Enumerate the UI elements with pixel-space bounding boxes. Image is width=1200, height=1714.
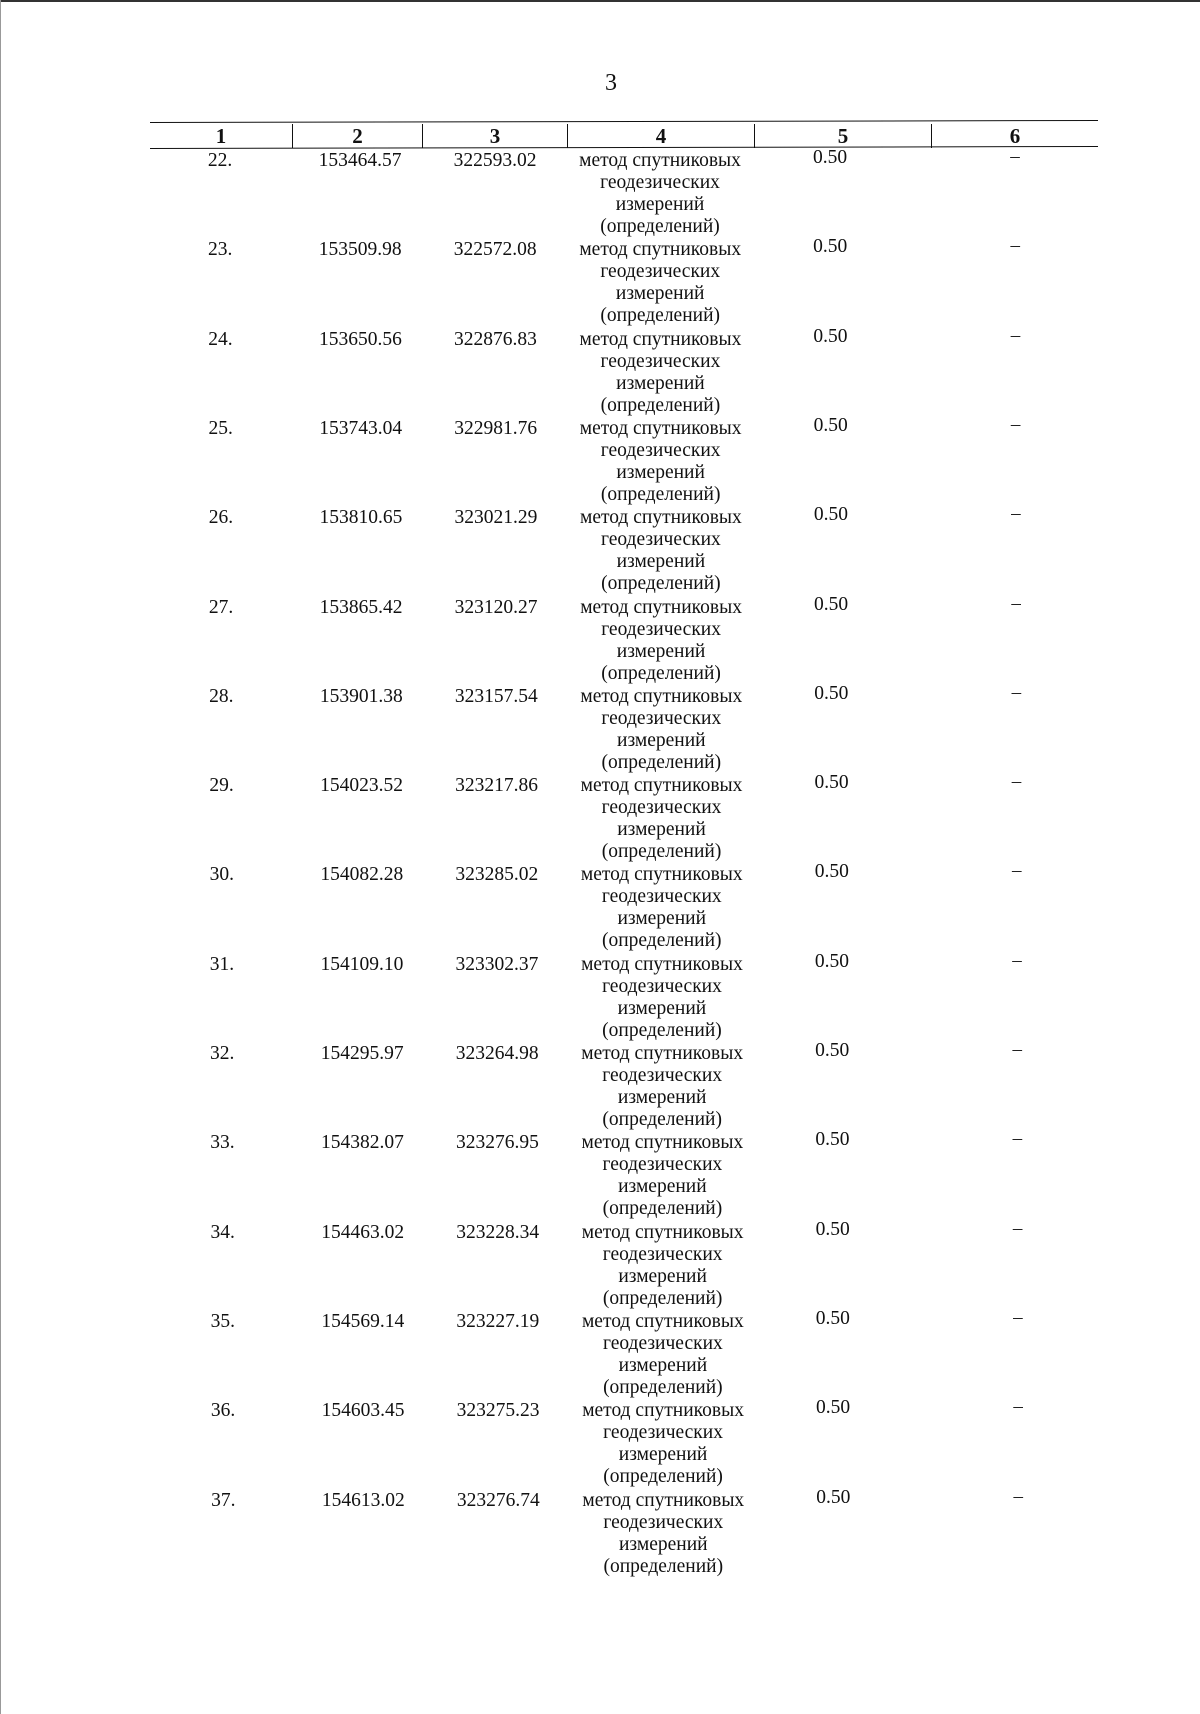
note-cell: – [1011,592,1021,614]
method-line: измерений [615,283,705,305]
point-number-cell: 22. [207,150,233,171]
coordinate-x-cell: 154603.45 [321,1400,405,1422]
method-line: геодезических [602,975,722,997]
coordinate-x-cell: 153743.04 [319,417,403,439]
point-number-cell: 28. [209,685,234,707]
method-cell [563,1222,763,1310]
method-cell [563,1311,763,1399]
coordinate-x-cell: 154613.02 [321,1489,405,1511]
method-line: измерений [618,1265,707,1287]
method-line: метод спутниковых [582,1489,745,1511]
column-header-2: 2 [292,124,422,148]
method-line: геодезических [601,618,721,640]
method-line: метод спутниковых [579,328,742,350]
method-line: (определений) [603,1555,724,1577]
method-line: метод спутниковых [581,953,743,975]
point-number-cell: 31. [209,953,235,975]
coordinate-x-cell: 153810.65 [319,507,403,529]
method-line: измерений [617,908,707,930]
method-cell [560,239,760,327]
accuracy-cell: 0.50 [813,236,848,258]
method-line: геодезических [602,1243,723,1265]
method-line: метод спутниковых [579,239,742,261]
method-line: метод спутниковых [581,1043,744,1064]
point-number-cell: 30. [209,864,234,886]
accuracy-cell: 0.50 [814,772,849,794]
table-row [0,1396,1200,1489]
method-line: (определений) [601,930,722,952]
note-cell: – [1012,1128,1023,1150]
column-header-6: 6 [931,124,1098,148]
coordinate-y-cell: 323275.23 [456,1400,540,1422]
table-row [0,146,1200,239]
method-line: измерений [617,1087,707,1108]
point-number-cell: 34. [210,1221,235,1243]
accuracy-cell: 0.50 [814,593,849,615]
coordinate-y-cell: 322981.76 [454,417,538,439]
method-line: измерений [617,729,706,751]
method-line: (определений) [602,1287,723,1309]
point-number-cell: 24. [208,328,233,350]
note-cell: – [1010,324,1021,346]
method-cell [560,329,760,417]
accuracy-cell: 0.50 [815,1040,850,1061]
point-number-cell: 37. [211,1489,236,1511]
note-cell: – [1013,1396,1023,1418]
method-cell [562,954,762,1042]
coordinate-x-cell: 154463.02 [321,1221,405,1243]
method-line: измерений [617,819,706,841]
point-number-cell: 25. [208,417,233,439]
column-header-3: 3 [422,124,567,148]
method-line: измерений [616,640,706,662]
method-line: (определений) [601,662,721,684]
method-line: (определений) [602,1109,722,1130]
point-number-cell: 32. [210,1043,235,1064]
method-line: (определений) [603,1376,723,1398]
point-number-cell: 29. [209,775,234,797]
note-cell: – [1011,771,1022,793]
method-line: геодезических [601,886,722,908]
method-cell [562,1132,762,1220]
accuracy-cell: 0.50 [813,504,848,526]
method-line: метод спутниковых [581,1132,744,1154]
coordinate-x-cell: 154023.52 [320,775,403,797]
point-number-cell: 23. [208,239,233,261]
table-row [0,1217,1200,1311]
note-cell: – [1012,1039,1022,1060]
table-row [0,860,1200,953]
method-line: геодезических [603,1422,723,1444]
accuracy-cell: 0.50 [815,1129,850,1151]
coordinate-y-cell: 323264.98 [455,1043,539,1064]
note-cell: – [1012,860,1022,882]
coordinate-y-cell: 323217.86 [455,775,538,797]
coordinate-y-cell: 323228.34 [456,1221,540,1243]
method-line: (определений) [603,1466,723,1488]
note-cell: – [1010,235,1020,257]
coordinate-x-cell: 153509.98 [318,239,402,261]
method-line: геодезических [602,1154,723,1176]
note-cell: – [1012,949,1022,971]
method-line: геодезических [600,439,721,461]
point-number-cell: 36. [210,1400,236,1422]
coordinate-x-cell: 153901.38 [319,685,403,707]
method-cell [561,597,761,685]
note-cell: – [1010,413,1021,435]
accuracy-cell: 0.50 [813,414,848,436]
coordinate-x-cell: 153464.57 [318,150,402,171]
method-line: (определений) [602,1198,723,1220]
method-line: геодезических [602,1065,723,1086]
accuracy-cell: 0.50 [813,325,848,347]
method-line: геодезических [600,350,721,372]
point-number-cell: 26. [208,507,234,529]
table-row [0,413,1200,507]
table-row [0,949,1200,1043]
coordinate-x-cell: 154295.97 [320,1043,404,1064]
method-line: (определений) [602,1019,722,1041]
coordinate-x-cell: 153865.42 [319,596,403,618]
coordinate-y-cell: 323157.54 [454,685,538,707]
note-cell: – [1011,503,1021,525]
method-line: (определений) [601,841,722,863]
coordinate-x-cell: 154082.28 [320,864,404,886]
method-line: (определений) [600,216,720,237]
method-line: измерений [619,1533,708,1555]
coordinate-x-cell: 154382.07 [320,1132,404,1154]
method-line: (определений) [600,305,721,327]
coordinate-x-cell: 154569.14 [321,1310,405,1332]
method-cell [562,864,762,952]
note-cell: – [1012,1217,1023,1239]
accuracy-cell: 0.50 [814,950,850,972]
method-line: метод спутниковых [580,596,742,618]
method-cell [561,418,761,506]
coordinate-y-cell: 323285.02 [455,864,539,886]
method-cell [562,775,762,863]
table-row [0,1039,1200,1132]
note-cell: – [1011,681,1022,703]
coordinate-y-cell: 322593.02 [453,150,537,171]
accuracy-cell: 0.50 [812,147,848,168]
table-row [0,1128,1200,1221]
table-row [0,503,1200,596]
method-line: метод спутниковых [579,417,742,439]
accuracy-cell: 0.50 [816,1397,851,1419]
method-line: измерений [618,1354,708,1376]
table-row [0,592,1200,686]
table-row [0,235,1200,328]
method-line: метод спутниковых [580,685,743,707]
method-line: измерений [616,551,706,573]
note-cell: – [1010,146,1020,167]
method-line: измерений [616,372,705,394]
method-cell [561,686,761,774]
page-number: 3 [605,70,617,96]
method-line: метод спутниковых [580,864,743,886]
accuracy-cell: 0.50 [815,1307,850,1329]
coordinate-y-cell: 323276.74 [456,1489,540,1511]
method-line: метод спутниковых [579,150,741,171]
method-cell [561,507,761,595]
method-line: метод спутниковых [582,1400,744,1422]
method-line: измерений [618,1444,708,1466]
note-cell: – [1013,1306,1023,1328]
method-line: измерений [615,194,705,215]
table-row [0,324,1200,418]
method-line: геодезических [600,261,721,283]
column-header-4: 4 [567,124,754,148]
method-line: геодезических [600,172,720,193]
accuracy-cell: 0.50 [816,1486,851,1508]
coordinate-y-cell: 323021.29 [454,507,538,529]
coordinate-y-cell: 323302.37 [455,953,539,975]
accuracy-cell: 0.50 [814,682,849,704]
method-line: геодезических [601,797,722,819]
coordinate-y-cell: 322572.08 [453,239,537,261]
coordinate-x-cell: 153650.56 [319,328,402,350]
table-row [0,771,1200,864]
method-line: измерений [617,997,707,1019]
table-row [0,681,1200,775]
point-number-cell: 33. [210,1132,235,1154]
accuracy-cell: 0.50 [815,1218,850,1240]
method-line: (определений) [601,573,721,595]
table-row [0,1306,1200,1400]
method-line: (определений) [600,394,721,416]
method-cell [562,1043,762,1131]
column-header-1: 1 [215,124,227,148]
point-number-cell: 35. [210,1310,236,1332]
point-number-cell: 27. [208,596,234,618]
table-row [0,1485,1200,1579]
method-cell [563,1490,763,1578]
method-line: геодезических [602,1332,723,1354]
method-line: метод спутниковых [579,507,742,529]
method-line: (определений) [600,483,721,505]
method-line: метод спутниковых [581,1221,744,1243]
coordinate-y-cell: 323276.95 [455,1132,539,1154]
method-cell [560,150,760,238]
coordinate-y-cell: 323120.27 [454,596,538,618]
method-cell [563,1400,763,1488]
method-line: (определений) [601,751,722,773]
method-line: измерений [616,461,705,483]
method-line: геодезических [603,1511,724,1533]
column-header-5: 5 [754,124,931,148]
coordinate-y-cell: 322876.83 [454,328,537,350]
coordinate-y-cell: 323227.19 [456,1310,540,1332]
accuracy-cell: 0.50 [814,861,849,883]
method-line: геодезических [600,529,721,551]
method-line: измерений [618,1176,707,1198]
method-line: метод спутниковых [581,1310,744,1332]
method-line: метод спутниковых [580,775,743,797]
coordinate-x-cell: 154109.10 [320,953,404,975]
note-cell: – [1013,1485,1024,1507]
method-line: геодезических [601,707,722,729]
